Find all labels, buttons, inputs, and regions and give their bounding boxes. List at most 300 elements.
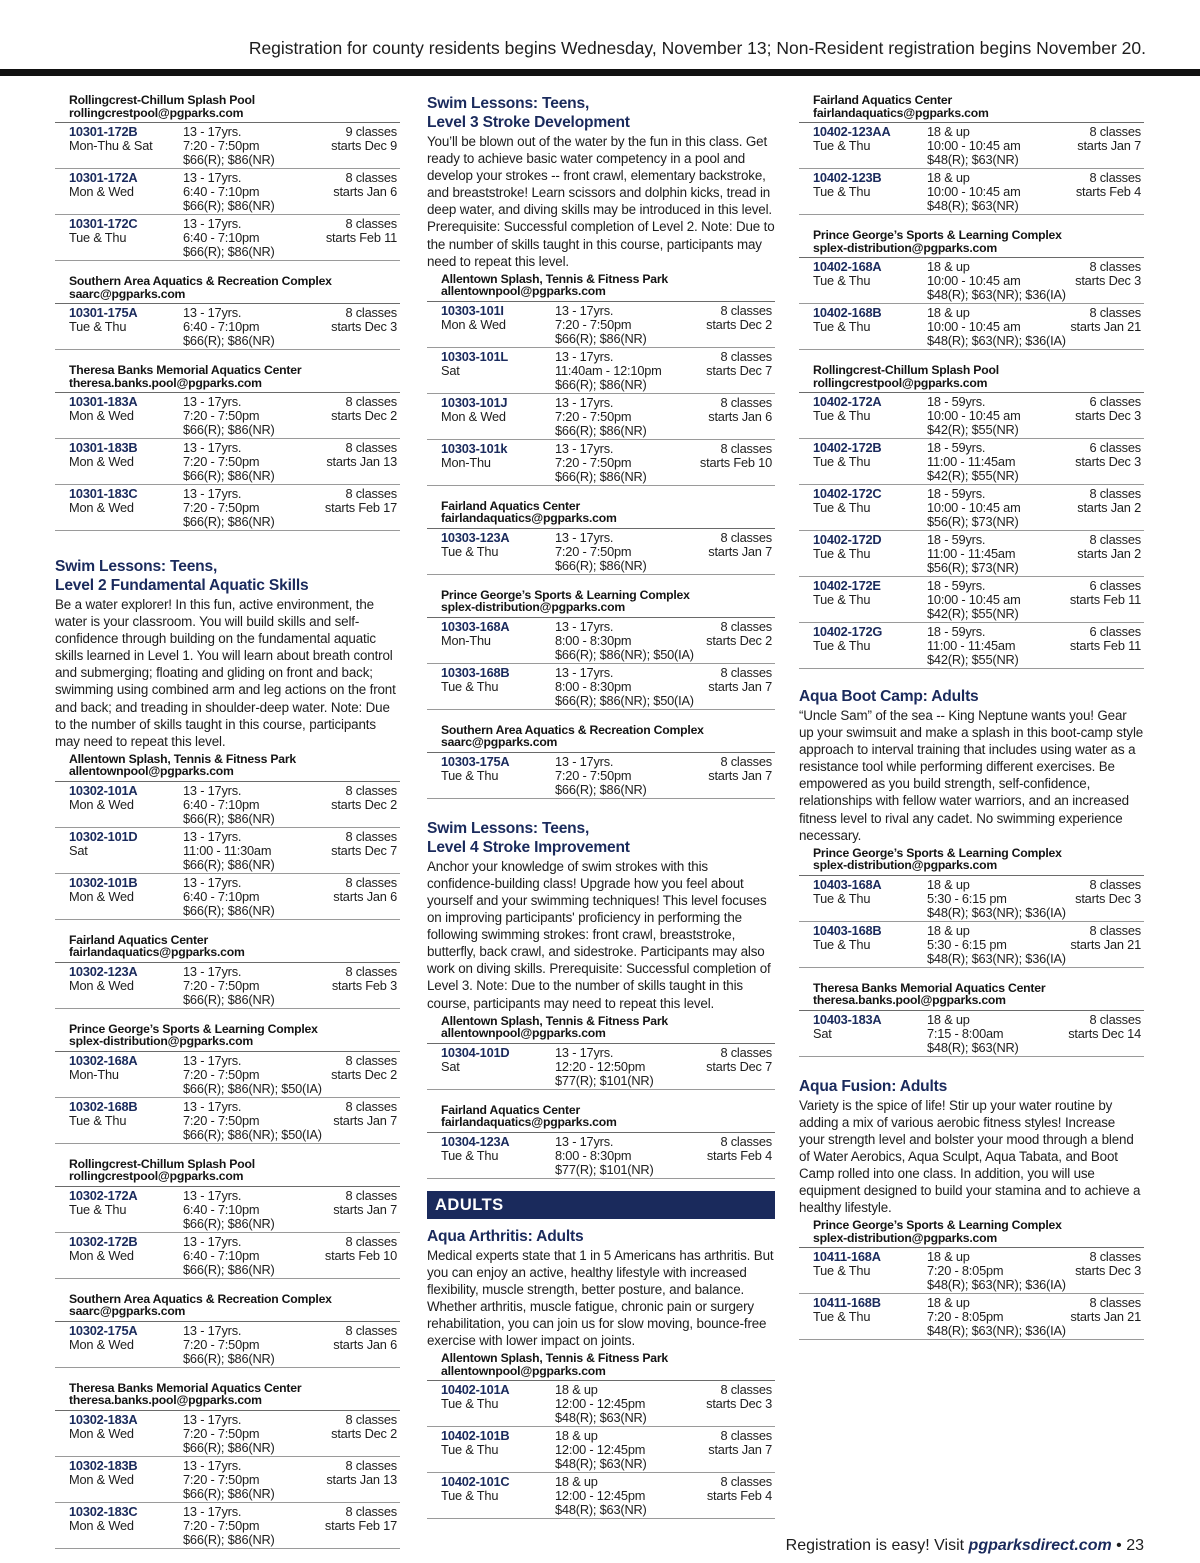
location-header bbox=[55, 1158, 400, 1183]
class-list bbox=[55, 1321, 400, 1368]
class-entry[interactable] bbox=[799, 485, 1144, 531]
class-code: 10303-101k bbox=[441, 440, 508, 456]
location-block bbox=[55, 1293, 400, 1368]
class-time: 5:30 - 6:15 pm bbox=[927, 890, 1007, 906]
class-code: 10303-101L bbox=[441, 348, 509, 364]
class-days: Tue & Thu bbox=[441, 1396, 499, 1412]
class-code: 10402-172C bbox=[813, 486, 882, 501]
class-entry[interactable] bbox=[427, 753, 775, 799]
class-code: 10301-183C bbox=[69, 486, 138, 501]
class-entry[interactable] bbox=[55, 1457, 400, 1503]
class-days: Tue & Thu bbox=[69, 1112, 127, 1128]
class-fee: $66(R); $86(NR) bbox=[183, 1215, 275, 1231]
class-time: 6:40 - 7:10pm bbox=[183, 230, 260, 245]
location-email[interactable]: rollingcrestpool@pgparks.com bbox=[69, 105, 244, 120]
class-code: 10302-183A bbox=[69, 1411, 138, 1427]
class-entry[interactable] bbox=[427, 302, 775, 348]
class-entry[interactable] bbox=[55, 439, 400, 485]
footer-website-link[interactable]: pgparksdirect.com bbox=[968, 1537, 1112, 1554]
location-email[interactable]: fairlandaquatics@pgparks.com bbox=[813, 105, 989, 120]
class-start-date: starts Jan 13 bbox=[326, 1471, 397, 1487]
class-count: 8 classes bbox=[720, 529, 772, 545]
section-level4 bbox=[427, 819, 775, 1012]
location-email[interactable]: saarc@pgparks.com bbox=[69, 286, 186, 301]
class-fee: $66(R); $86(NR) bbox=[183, 1531, 275, 1547]
location-block bbox=[799, 1219, 1144, 1340]
class-count: 6 classes bbox=[1089, 624, 1141, 639]
class-entry[interactable] bbox=[55, 782, 400, 828]
class-entry[interactable] bbox=[799, 439, 1144, 485]
class-entry[interactable] bbox=[799, 304, 1144, 350]
class-age: 18 - 59yrs. bbox=[927, 394, 986, 409]
class-fee: $66(R); $86(NR) bbox=[183, 422, 275, 437]
class-time: 7:20 - 7:50pm bbox=[555, 767, 632, 783]
location-email[interactable]: rollingcrestpool@pgparks.com bbox=[69, 1169, 244, 1184]
location-email[interactable]: allentownpool@pgparks.com bbox=[441, 1026, 606, 1041]
location-email[interactable]: allentownpool@pgparks.com bbox=[441, 1363, 606, 1378]
class-fee: $66(R); $86(NR) bbox=[183, 198, 275, 213]
class-age: 13 - 17yrs. bbox=[183, 124, 242, 139]
location-email[interactable]: splex-distribution@pgparks.com bbox=[813, 1230, 997, 1245]
class-fee: $66(R); $86(NR) bbox=[555, 330, 647, 346]
class-entry[interactable] bbox=[799, 1294, 1144, 1340]
class-entry[interactable] bbox=[427, 348, 775, 394]
class-age: 13 - 17yrs. bbox=[183, 1457, 242, 1473]
class-days: Tue & Thu bbox=[69, 230, 127, 245]
class-count: 8 classes bbox=[720, 1428, 772, 1444]
class-fee: $56(R); $73(NR) bbox=[927, 560, 1019, 575]
class-start-date: starts Feb 4 bbox=[1075, 184, 1141, 199]
section-title: Aqua Fusion: Adults bbox=[799, 1077, 948, 1095]
location-header bbox=[799, 982, 1144, 1007]
location-name: Prince George’s Sports & Learning Complex bbox=[813, 1218, 1062, 1233]
class-entry[interactable] bbox=[55, 215, 400, 261]
location-email[interactable]: splex-distribution@pgparks.com bbox=[813, 858, 997, 873]
class-age: 18 & up bbox=[927, 876, 970, 892]
class-time: 6:40 - 7:10pm bbox=[183, 796, 260, 812]
class-code: 10402-101B bbox=[441, 1428, 510, 1444]
class-time: 11:40am - 12:10pm bbox=[555, 362, 662, 378]
class-start-date: starts Jan 21 bbox=[1070, 1309, 1141, 1325]
class-time: 7:20 - 7:50pm bbox=[183, 1425, 260, 1441]
location-email[interactable]: allentownpool@pgparks.com bbox=[69, 764, 234, 779]
location-name: Southern Area Aquatics & Recreation Complex bbox=[69, 1291, 332, 1306]
class-start-date: starts Dec 2 bbox=[331, 408, 397, 423]
class-time: 7:20 - 7:50pm bbox=[183, 1112, 260, 1128]
page-number: 23 bbox=[1126, 1537, 1144, 1554]
location-header bbox=[427, 1352, 775, 1377]
class-count: 8 classes bbox=[720, 1133, 772, 1149]
class-count: 8 classes bbox=[720, 664, 772, 680]
class-list bbox=[799, 1010, 1144, 1057]
class-age: 13 - 17yrs. bbox=[555, 664, 614, 680]
class-fee: $66(R); $86(NR) bbox=[183, 244, 275, 259]
class-age: 13 - 17yrs. bbox=[183, 394, 242, 409]
class-count: 8 classes bbox=[720, 302, 772, 318]
class-age: 13 - 17yrs. bbox=[183, 305, 242, 320]
class-start-date: starts Dec 7 bbox=[706, 362, 772, 378]
class-entry[interactable] bbox=[427, 1427, 775, 1473]
class-entry[interactable] bbox=[427, 1044, 775, 1090]
class-start-date: starts Dec 7 bbox=[706, 1058, 772, 1074]
class-days: Tue & Thu bbox=[813, 184, 871, 199]
class-fee: $66(R); $86(NR); $50(IA) bbox=[555, 646, 694, 662]
section-description: Medical experts state that 1 in 5 Americans has arthritis. But you can enjoy an active, healthy lifestyle with increased flexibility, muscle strength, better posture, and balance. Whether arthritis, muscle fatigue, chronic pain or surgery rehabilitation, you can join us for slow moving, bounce-free exercise with lower impact on joints. bbox=[427, 1247, 774, 1349]
class-time: 10:00 - 10:45 am bbox=[927, 273, 1021, 288]
class-time: 6:40 - 7:10pm bbox=[183, 1247, 260, 1263]
class-start-date: starts Feb 17 bbox=[324, 1517, 397, 1533]
class-fee: $48(R); $63(NR); $36(IA) bbox=[927, 904, 1066, 920]
class-count: 8 classes bbox=[1089, 1295, 1141, 1311]
class-start-date: starts Jan 13 bbox=[326, 454, 397, 469]
class-days: Sat bbox=[813, 1025, 832, 1041]
class-days: Mon & Wed bbox=[69, 408, 134, 423]
class-fee: $66(R); $86(NR) bbox=[183, 333, 275, 348]
section-aqua-arthritis bbox=[427, 1227, 775, 1350]
location-block bbox=[427, 1104, 775, 1179]
class-days: Tue & Thu bbox=[69, 1201, 127, 1217]
location-name: Prince George’s Sports & Learning Complex bbox=[813, 845, 1062, 860]
location-email[interactable]: splex-distribution@pgparks.com bbox=[813, 240, 997, 255]
class-entry[interactable] bbox=[799, 123, 1144, 169]
class-start-date: starts Jan 6 bbox=[333, 888, 397, 904]
class-entry[interactable] bbox=[799, 393, 1144, 439]
column-1 bbox=[55, 94, 400, 1549]
location-name: Rollingcrest-Chillum Splash Pool bbox=[69, 93, 255, 107]
location-name: Prince George’s Sports & Learning Complex bbox=[441, 587, 690, 602]
class-days: Mon & Wed bbox=[69, 454, 134, 469]
location-email[interactable]: theresa.banks.pool@pgparks.com bbox=[69, 1393, 262, 1408]
class-fee: $42(R); $55(NR) bbox=[927, 468, 1019, 483]
class-days: Sat bbox=[441, 1058, 460, 1074]
class-age: 18 & up bbox=[927, 1249, 970, 1265]
class-age: 18 & up bbox=[927, 170, 970, 185]
footer-bullet: • bbox=[1111, 1537, 1127, 1554]
location-header bbox=[55, 753, 400, 778]
class-count: 8 classes bbox=[345, 1098, 397, 1114]
location-block bbox=[427, 724, 775, 799]
class-list bbox=[799, 122, 1144, 215]
class-age: 13 - 17yrs. bbox=[183, 1187, 242, 1203]
class-list bbox=[799, 257, 1144, 350]
class-code: 10302-183C bbox=[69, 1503, 138, 1519]
class-fee: $48(R); $63(NR); $36(IA) bbox=[927, 1277, 1066, 1293]
class-entry[interactable] bbox=[799, 922, 1144, 968]
section-description: Variety is the spice of life! Stir up your water routine by adding a mix of various aerobic fitness styles! Increase your strength level and bolster your mood through a blend of Water Aerobics, Aqua Sculpt, Aqua Tabata, and Boot Camp rolled into one class. In addition, you will use equipment designed to build your stamina and to achieve a healthy lifestyle. bbox=[799, 1097, 1141, 1216]
location-header bbox=[55, 1293, 400, 1318]
class-entry[interactable] bbox=[427, 529, 775, 575]
class-entry[interactable] bbox=[427, 394, 775, 440]
class-time: 6:40 - 7:10pm bbox=[183, 1201, 260, 1217]
class-fee: $48(R); $63(NR) bbox=[927, 1039, 1019, 1055]
class-days: Tue & Thu bbox=[813, 408, 871, 423]
class-age: 18 & up bbox=[927, 259, 970, 274]
class-count: 8 classes bbox=[1089, 1011, 1141, 1027]
class-code: 10302-168A bbox=[69, 1052, 138, 1068]
class-days: Tue & Thu bbox=[813, 138, 871, 153]
class-time: 6:40 - 7:10pm bbox=[183, 319, 260, 334]
class-entry[interactable] bbox=[799, 1011, 1144, 1057]
class-age: 13 - 17yrs. bbox=[183, 1503, 242, 1519]
class-start-date: starts Dec 3 bbox=[1075, 890, 1141, 906]
class-fee: $66(R); $86(NR) bbox=[555, 557, 647, 573]
class-fee: $66(R); $86(NR) bbox=[555, 468, 647, 484]
location-name: Rollingcrest-Chillum Splash Pool bbox=[813, 363, 999, 377]
class-start-date: starts Dec 7 bbox=[331, 842, 397, 858]
class-count: 8 classes bbox=[345, 1187, 397, 1203]
class-start-date: starts Dec 2 bbox=[331, 1066, 397, 1082]
class-entry[interactable] bbox=[55, 1187, 400, 1233]
class-entry[interactable] bbox=[427, 1381, 775, 1427]
class-count: 8 classes bbox=[345, 1052, 397, 1068]
class-list bbox=[799, 875, 1144, 968]
class-count: 8 classes bbox=[345, 216, 397, 231]
class-list bbox=[427, 1132, 775, 1179]
class-entry[interactable] bbox=[427, 1473, 775, 1519]
class-time: 7:20 - 7:50pm bbox=[183, 500, 260, 515]
class-code: 10402-172G bbox=[813, 624, 883, 639]
class-age: 13 - 17yrs. bbox=[183, 1052, 242, 1068]
location-email[interactable]: fairlandaquatics@pgparks.com bbox=[441, 1115, 617, 1130]
location-email[interactable]: splex-distribution@pgparks.com bbox=[441, 600, 625, 615]
class-age: 13 - 17yrs. bbox=[183, 874, 242, 890]
class-time: 7:20 - 7:50pm bbox=[555, 408, 632, 424]
class-time: 7:20 - 7:50pm bbox=[183, 138, 260, 153]
class-time: 7:20 - 7:50pm bbox=[183, 1066, 260, 1082]
class-time: 12:20 - 12:50pm bbox=[555, 1058, 646, 1074]
class-code: 10304-101D bbox=[441, 1044, 510, 1060]
location-header bbox=[799, 94, 1144, 119]
location-email[interactable]: saarc@pgparks.com bbox=[441, 735, 558, 750]
class-time: 7:20 - 7:50pm bbox=[183, 977, 260, 993]
class-entry[interactable] bbox=[427, 1133, 775, 1179]
class-entry[interactable] bbox=[55, 1098, 400, 1144]
class-age: 13 - 17yrs. bbox=[555, 440, 614, 456]
class-time: 7:20 - 8:05pm bbox=[927, 1263, 1004, 1279]
class-count: 8 classes bbox=[345, 440, 397, 455]
class-entry[interactable] bbox=[55, 1052, 400, 1098]
location-name: Allentown Splash, Tennis & Fitness Park bbox=[69, 751, 296, 766]
class-start-date: starts Feb 11 bbox=[325, 230, 397, 245]
class-days: Mon & Wed bbox=[69, 1471, 134, 1487]
class-count: 8 classes bbox=[345, 1503, 397, 1519]
class-age: 18 - 59yrs. bbox=[927, 440, 986, 455]
location-email[interactable]: theresa.banks.pool@pgparks.com bbox=[813, 993, 1006, 1008]
class-code: 10302-183B bbox=[69, 1457, 138, 1473]
class-fee: $66(R); $86(NR) bbox=[183, 1350, 275, 1366]
class-time: 5:30 - 6:15 pm bbox=[927, 936, 1007, 952]
class-count: 8 classes bbox=[345, 963, 397, 979]
class-entry[interactable] bbox=[55, 874, 400, 920]
class-start-date: starts Jan 7 bbox=[333, 1201, 397, 1217]
class-start-date: starts Feb 3 bbox=[331, 977, 397, 993]
class-time: 7:20 - 7:50pm bbox=[183, 408, 260, 423]
class-age: 18 - 59yrs. bbox=[927, 532, 986, 547]
class-code: 10402-172D bbox=[813, 532, 882, 547]
class-code: 10402-172A bbox=[813, 394, 882, 409]
class-entry[interactable] bbox=[55, 1503, 400, 1549]
class-fee: $66(R); $86(NR); $50(IA) bbox=[183, 1080, 322, 1096]
location-name: Theresa Banks Memorial Aquatics Center bbox=[69, 1380, 302, 1395]
class-entry[interactable] bbox=[799, 258, 1144, 304]
location-email[interactable]: theresa.banks.pool@pgparks.com bbox=[69, 375, 262, 390]
class-fee: $66(R); $86(NR) bbox=[183, 1485, 275, 1501]
class-age: 13 - 17yrs. bbox=[183, 828, 242, 844]
class-count: 8 classes bbox=[345, 1457, 397, 1473]
class-days: Mon & Wed bbox=[69, 184, 134, 199]
location-email[interactable]: allentownpool@pgparks.com bbox=[441, 284, 606, 299]
class-entry[interactable] bbox=[799, 169, 1144, 215]
class-time: 7:20 - 7:50pm bbox=[183, 1517, 260, 1533]
location-name: Rollingcrest-Chillum Splash Pool bbox=[69, 1156, 255, 1171]
class-time: 11:00 - 11:30am bbox=[183, 842, 272, 858]
class-fee: $66(R); $86(NR) bbox=[183, 991, 275, 1007]
class-start-date: starts Jan 6 bbox=[333, 1336, 397, 1352]
class-list bbox=[427, 301, 775, 486]
class-fee: $48(R); $63(NR) bbox=[927, 198, 1019, 213]
class-days: Tue & Thu bbox=[69, 319, 127, 334]
class-days: Tue & Thu bbox=[813, 638, 871, 653]
class-count: 8 classes bbox=[345, 486, 397, 501]
class-entry[interactable] bbox=[799, 1248, 1144, 1294]
class-entry[interactable] bbox=[799, 623, 1144, 669]
class-age: 13 - 17yrs. bbox=[555, 394, 614, 410]
class-code: 10303-175A bbox=[441, 753, 510, 769]
class-entry[interactable] bbox=[799, 876, 1144, 922]
class-days: Mon & Wed bbox=[69, 1247, 134, 1263]
class-count: 8 classes bbox=[345, 170, 397, 185]
class-days: Mon & Wed bbox=[69, 1517, 134, 1533]
class-entry[interactable] bbox=[55, 1411, 400, 1457]
class-time: 7:20 - 7:50pm bbox=[183, 1471, 260, 1487]
class-entry[interactable] bbox=[799, 531, 1144, 577]
class-days: Mon & Wed bbox=[69, 796, 134, 812]
class-start-date: starts Dec 3 bbox=[331, 319, 397, 334]
class-count: 8 classes bbox=[1089, 259, 1141, 274]
location-email[interactable]: saarc@pgparks.com bbox=[69, 1304, 186, 1319]
column-3 bbox=[799, 94, 1144, 1340]
class-time: 8:00 - 8:30pm bbox=[555, 678, 632, 694]
class-days: Tue & Thu bbox=[813, 936, 871, 952]
class-count: 8 classes bbox=[720, 394, 772, 410]
class-fee: $66(R); $86(NR) bbox=[183, 514, 275, 529]
class-start-date: starts Feb 10 bbox=[699, 454, 772, 470]
class-fee: $48(R); $63(NR); $36(IA) bbox=[927, 950, 1066, 966]
section-aqua-fusion bbox=[799, 1077, 1144, 1217]
section-title: Swim Lessons: Teens, bbox=[55, 558, 218, 575]
class-time: 7:20 - 7:50pm bbox=[555, 543, 632, 559]
class-age: 13 - 17yrs. bbox=[183, 440, 242, 455]
class-fee: $77(R); $101(NR) bbox=[555, 1072, 654, 1088]
class-count: 6 classes bbox=[1089, 440, 1141, 455]
location-email[interactable]: splex-distribution@pgparks.com bbox=[69, 1034, 253, 1049]
section-subtitle: Level 3 Stroke Development bbox=[427, 114, 630, 131]
class-entry[interactable] bbox=[55, 123, 400, 169]
class-time: 8:00 - 8:30pm bbox=[555, 1147, 632, 1163]
class-entry[interactable] bbox=[55, 485, 400, 531]
class-count: 8 classes bbox=[345, 874, 397, 890]
class-days: Tue & Thu bbox=[813, 454, 871, 469]
class-code: 10302-175A bbox=[69, 1322, 138, 1338]
class-time: 11:00 - 11:45am bbox=[927, 454, 1016, 469]
class-entry[interactable] bbox=[427, 664, 775, 710]
class-start-date: starts Jan 21 bbox=[1070, 319, 1141, 334]
location-email[interactable]: rollingcrestpool@pgparks.com bbox=[813, 375, 988, 390]
location-name: Theresa Banks Memorial Aquatics Center bbox=[69, 363, 302, 377]
location-name: Fairland Aquatics Center bbox=[441, 498, 580, 513]
class-start-date: starts Jan 7 bbox=[708, 1442, 772, 1458]
class-count: 8 classes bbox=[720, 1382, 772, 1398]
location-name: Fairland Aquatics Center bbox=[69, 932, 208, 947]
class-entry[interactable] bbox=[55, 393, 400, 439]
class-entry[interactable] bbox=[55, 828, 400, 874]
section-title: Aqua Arthritis: Adults bbox=[427, 1227, 584, 1245]
class-entry[interactable] bbox=[55, 963, 400, 1009]
location-email[interactable]: fairlandaquatics@pgparks.com bbox=[69, 945, 245, 960]
section-aqua-boot-camp bbox=[799, 687, 1144, 844]
class-entry[interactable] bbox=[55, 169, 400, 215]
class-list bbox=[55, 781, 400, 920]
class-age: 13 - 17yrs. bbox=[183, 1233, 242, 1249]
location-email[interactable]: fairlandaquatics@pgparks.com bbox=[441, 511, 617, 526]
location-block bbox=[55, 275, 400, 350]
class-list bbox=[427, 617, 775, 710]
class-entry[interactable] bbox=[427, 618, 775, 664]
class-list bbox=[427, 528, 775, 575]
class-age: 13 - 17yrs. bbox=[183, 1098, 242, 1114]
class-count: 8 classes bbox=[720, 1474, 772, 1490]
class-entry[interactable] bbox=[55, 1322, 400, 1368]
class-days: Tue & Thu bbox=[813, 273, 871, 288]
location-block bbox=[427, 500, 775, 575]
class-age: 13 - 17yrs. bbox=[183, 1322, 242, 1338]
class-list bbox=[799, 392, 1144, 669]
class-code: 10403-168A bbox=[813, 876, 882, 892]
class-count: 8 classes bbox=[345, 828, 397, 844]
class-code: 10303-168A bbox=[441, 618, 510, 634]
class-age: 13 - 17yrs. bbox=[555, 302, 614, 318]
class-days: Mon-Thu bbox=[441, 454, 491, 470]
class-fee: $66(R); $86(NR); $50(IA) bbox=[555, 692, 694, 708]
class-age: 18 - 59yrs. bbox=[927, 486, 986, 501]
class-time: 7:20 - 8:05pm bbox=[927, 1309, 1004, 1325]
class-age: 18 & up bbox=[927, 922, 970, 938]
class-count: 8 classes bbox=[720, 618, 772, 634]
location-block bbox=[55, 94, 400, 261]
location-block bbox=[55, 364, 400, 531]
class-entry[interactable] bbox=[427, 440, 775, 486]
class-code: 10301-175A bbox=[69, 305, 138, 320]
class-age: 13 - 17yrs. bbox=[183, 963, 242, 979]
class-fee: $77(R); $101(NR) bbox=[555, 1161, 654, 1177]
location-block bbox=[799, 847, 1144, 968]
class-age: 13 - 17yrs. bbox=[183, 1411, 242, 1427]
class-fee: $42(R); $55(NR) bbox=[927, 652, 1019, 667]
class-start-date: starts Dec 3 bbox=[1075, 454, 1141, 469]
location-name: Fairland Aquatics Center bbox=[813, 93, 952, 107]
class-count: 8 classes bbox=[720, 753, 772, 769]
class-days: Mon-Thu bbox=[69, 1066, 119, 1082]
class-fee: $66(R); $86(NR) bbox=[555, 422, 647, 438]
class-entry[interactable] bbox=[799, 577, 1144, 623]
class-entry[interactable] bbox=[55, 304, 400, 350]
class-days: Tue & Thu bbox=[441, 1442, 499, 1458]
location-header bbox=[799, 229, 1144, 254]
class-entry[interactable] bbox=[55, 1233, 400, 1279]
class-start-date: starts Jan 7 bbox=[333, 1112, 397, 1128]
section-subtitle: Level 4 Stroke Improvement bbox=[427, 838, 630, 856]
class-start-date: starts Dec 2 bbox=[706, 316, 772, 332]
